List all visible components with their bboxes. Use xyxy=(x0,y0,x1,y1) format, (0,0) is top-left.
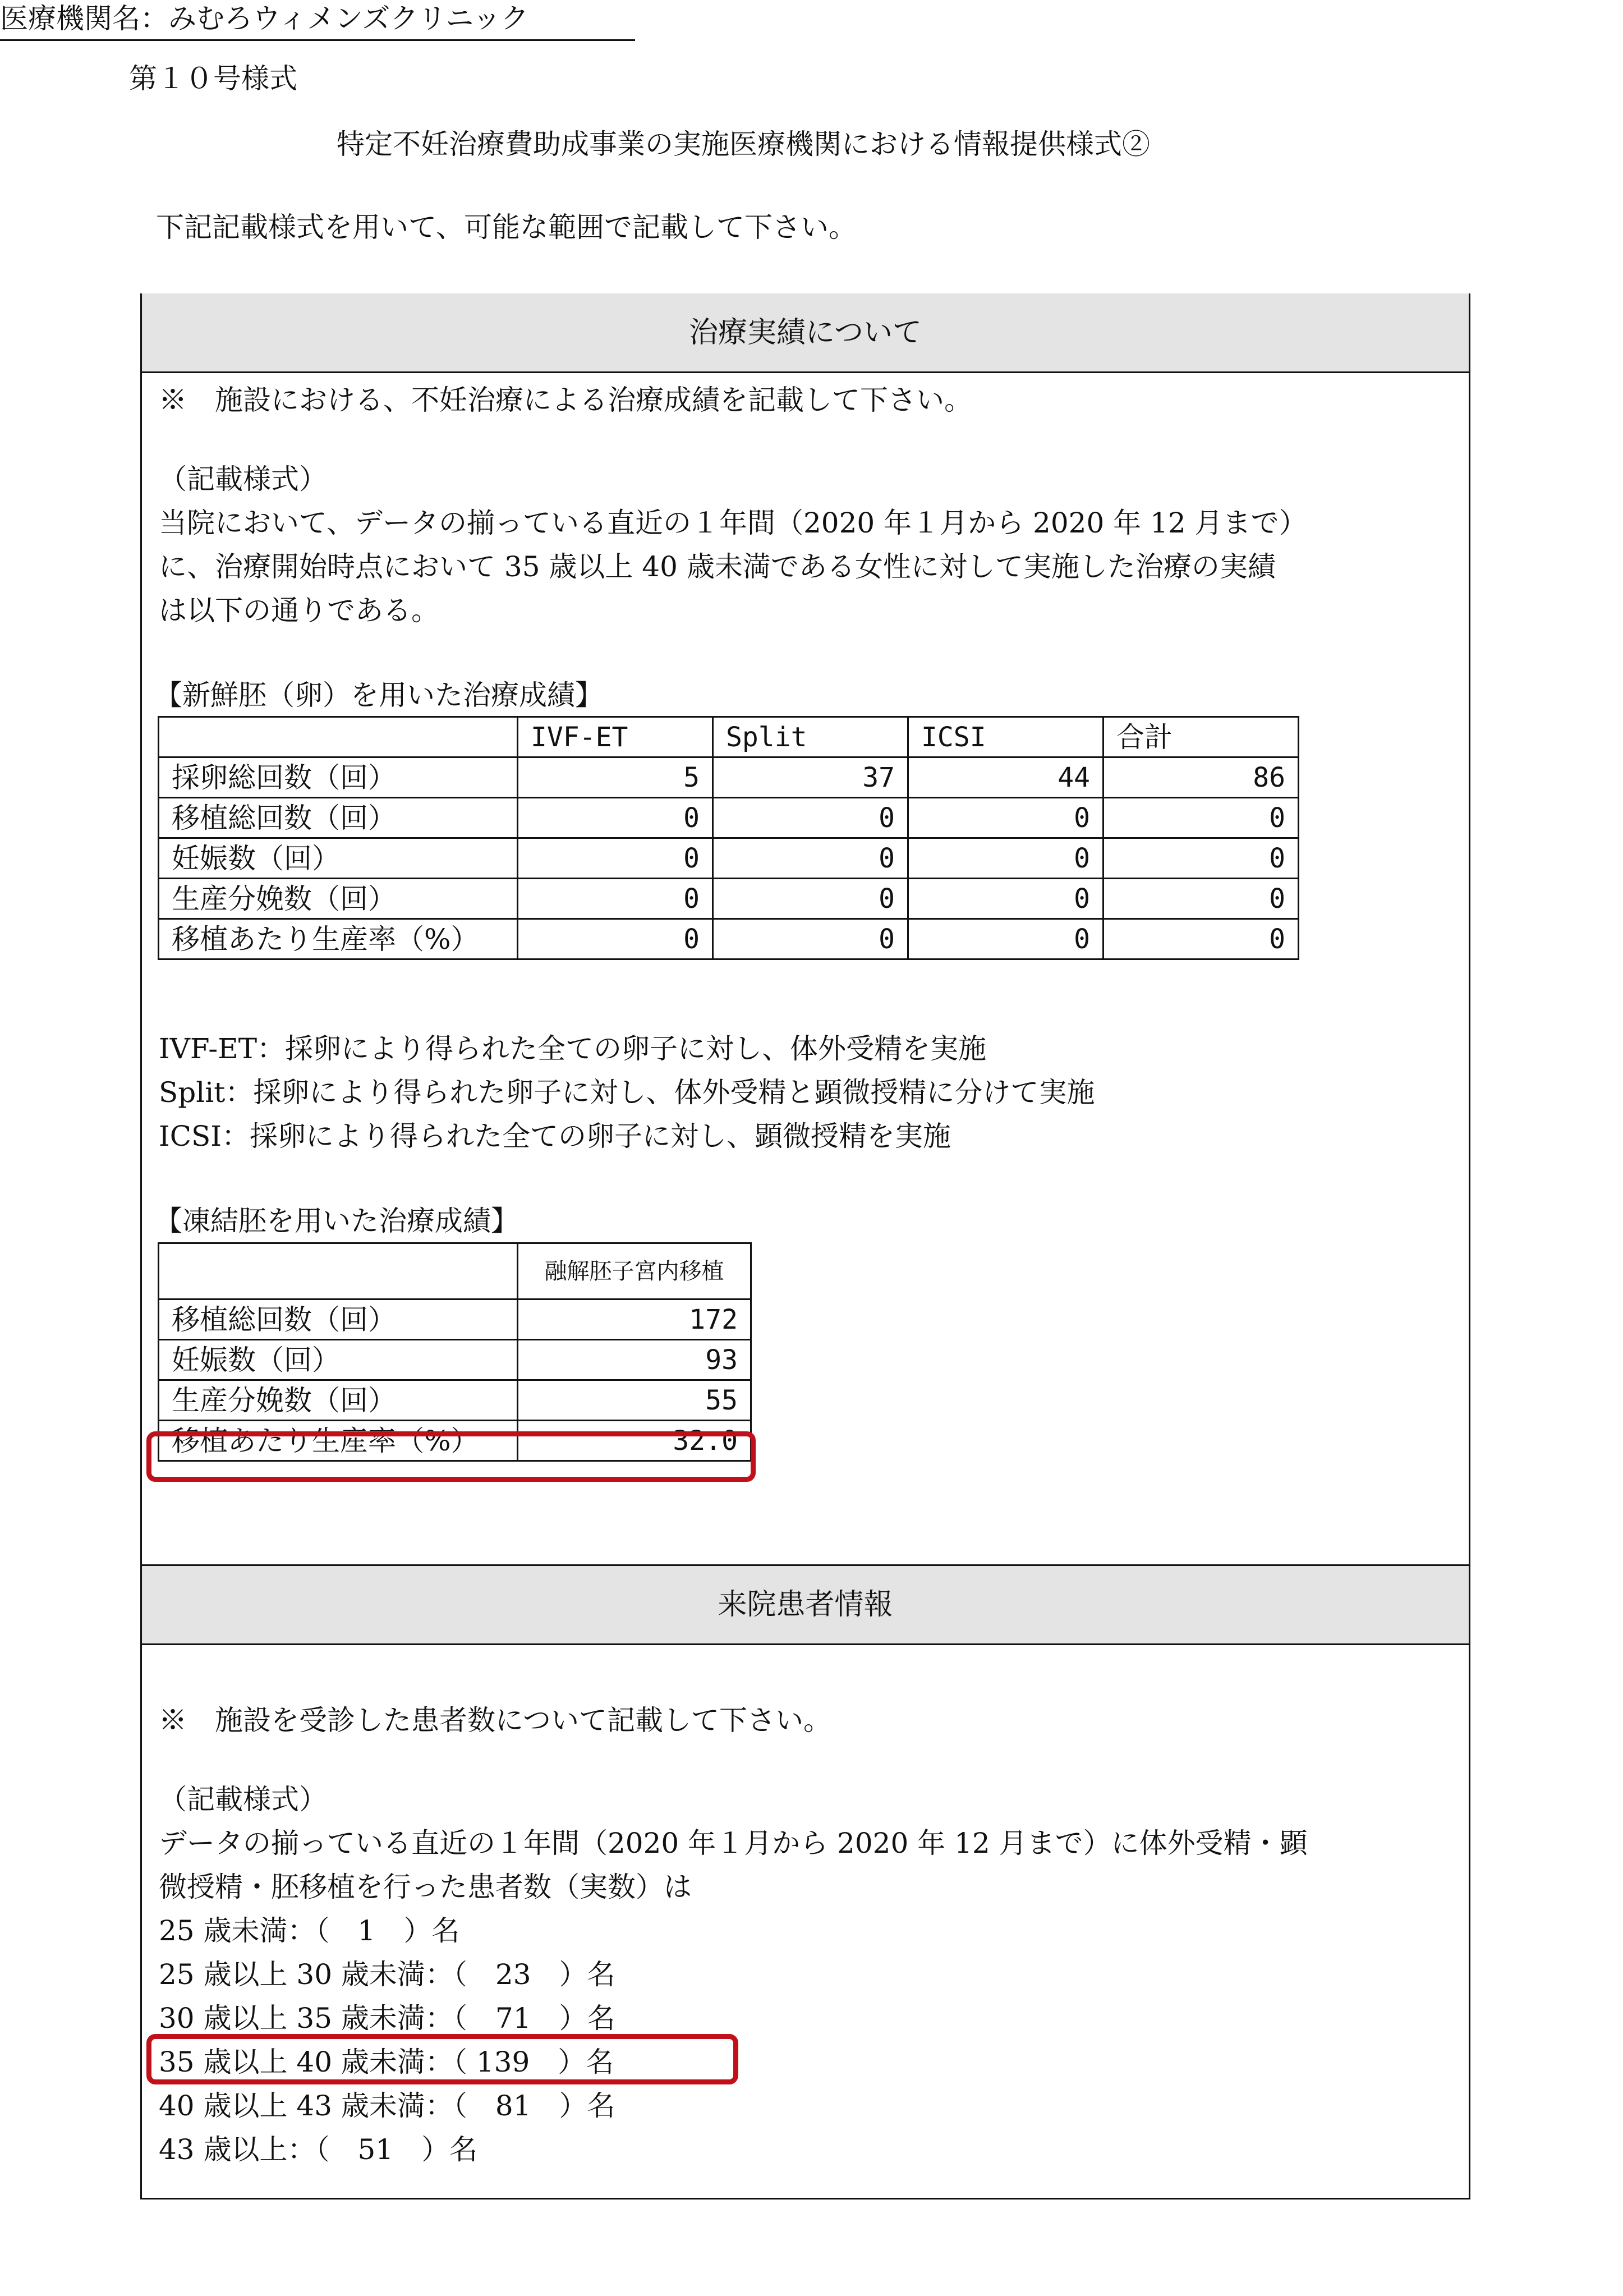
definition-ivf-et: IVF-ET：採卵により得られた全ての卵子に対し、体外受精を実施 xyxy=(159,1032,987,1065)
col-header-ivf-et: IVF-ET xyxy=(518,717,713,757)
table-row xyxy=(159,1380,751,1421)
definition-icsi: ICSI：採卵により得られた全ての卵子に対し、顕微授精を実施 xyxy=(159,1120,951,1152)
patients-description-line-1: データの揃っている直近の１年間（2020 年１月から 2020 年 12 月まで）に体外受精・顕 xyxy=(159,1827,1308,1859)
table-cell: 0 xyxy=(713,798,908,838)
patients-note: ※ 施設を受診した患者数について記載して下さい。 xyxy=(159,1704,831,1737)
table-row xyxy=(159,798,1299,838)
age-group-43-plus: 43 歳以上：（ 51 ）名 xyxy=(159,2133,478,2166)
row-label: 移植総回数（回） xyxy=(159,798,518,838)
table-cell: 37 xyxy=(713,757,908,798)
definition-split: Split：採卵により得られた卵子に対し、体外受精と顕微授精に分けて実施 xyxy=(159,1076,1095,1109)
table-cell: 0 xyxy=(518,838,713,879)
table-cell: 0 xyxy=(1104,798,1299,838)
results-description-line-3: は以下の通りである。 xyxy=(159,594,439,627)
form-number: 第１０号様式 xyxy=(129,62,297,95)
row-label: 移植あたり生産率（%） xyxy=(159,919,518,959)
row-label: 移植総回数（回） xyxy=(159,1299,518,1340)
table-cell: 44 xyxy=(908,757,1104,798)
col-header-split: Split xyxy=(713,717,908,757)
age-group-25-30: 25 歳以上 30 歳未満：（ 23 ）名 xyxy=(159,1958,615,1991)
table-cell: 0 xyxy=(1104,879,1299,919)
table-cell: 0 xyxy=(518,798,713,838)
col-header-thawed-transfer: 融解胚子宮内移植 xyxy=(518,1243,751,1299)
frozen-table-corner xyxy=(159,1243,518,1299)
table-cell: 0 xyxy=(713,838,908,879)
age-group-35-40: 35 歳以上 40 歳未満：（ 139 ）名 xyxy=(159,2046,614,2078)
table-row xyxy=(159,1299,751,1340)
table-cell: 93 xyxy=(518,1340,751,1380)
table-cell: 0 xyxy=(713,879,908,919)
row-label: 妊娠数（回） xyxy=(159,838,518,879)
table-row xyxy=(159,757,1299,798)
table-cell: 0 xyxy=(1104,838,1299,879)
clinic-name-line xyxy=(0,0,635,41)
frozen-embryo-table xyxy=(158,1242,752,1462)
table-row xyxy=(159,1340,751,1380)
col-header-icsi: ICSI xyxy=(908,717,1104,757)
row-label: 移植あたり生産率（%） xyxy=(159,1421,518,1461)
highlight-birth-rate xyxy=(146,1431,756,1482)
section-header-patients xyxy=(142,1564,1469,1645)
table-cell: 0 xyxy=(908,879,1104,919)
age-group-under-25: 25 歳未満：（ 1 ）名 xyxy=(159,1914,460,1947)
fresh-table-corner xyxy=(159,717,518,757)
fresh-embryo-title: 【新鮮胚（卵）を用いた治療成績】 xyxy=(154,679,603,711)
results-format-label: （記載様式） xyxy=(159,463,327,495)
section-header-results xyxy=(142,293,1469,373)
highlight-age-35-40 xyxy=(146,2034,738,2084)
table-cell: 0 xyxy=(1104,919,1299,959)
table-row xyxy=(159,838,1299,879)
instruction-text: 下記記載様式を用いて、可能な範囲で記載して下さい。 xyxy=(156,211,857,244)
table-cell: 0 xyxy=(908,838,1104,879)
table-cell: 0 xyxy=(908,919,1104,959)
row-label: 生産分娩数（回） xyxy=(159,879,518,919)
table-cell: 0 xyxy=(713,919,908,959)
table-row xyxy=(159,879,1299,919)
table-cell: 0 xyxy=(518,919,713,959)
frozen-table-header-row xyxy=(159,1243,751,1299)
table-cell: 172 xyxy=(518,1299,751,1340)
table-cell: 0 xyxy=(908,798,1104,838)
table-cell: 5 xyxy=(518,757,713,798)
table-cell: 0 xyxy=(518,879,713,919)
row-label: 生産分娩数（回） xyxy=(159,1380,518,1421)
col-header-total: 合計 xyxy=(1104,717,1299,757)
form-box xyxy=(140,293,1470,2199)
table-cell: 32.0 xyxy=(518,1421,751,1461)
age-group-30-35: 30 歳以上 35 歳未満：（ 71 ）名 xyxy=(159,2002,615,2035)
table-row xyxy=(159,919,1299,959)
table-cell: 86 xyxy=(1104,757,1299,798)
fresh-embryo-table xyxy=(158,716,1299,960)
patients-format-label: （記載様式） xyxy=(159,1783,327,1816)
row-label: 妊娠数（回） xyxy=(159,1340,518,1380)
row-label: 採卵総回数（回） xyxy=(159,757,518,798)
results-note: ※ 施設における、不妊治療による治療成績を記載して下さい。 xyxy=(159,384,972,416)
age-group-40-43: 40 歳以上 43 歳未満：（ 81 ）名 xyxy=(159,2090,615,2122)
fresh-table-header-row xyxy=(159,717,1299,757)
results-description-line-2: に、治療開始時点において 35 歳以上 40 歳未満である女性に対して実施した治療の実績 xyxy=(159,550,1276,583)
patients-description-line-2: 微授精・胚移植を行った患者数（実数）は xyxy=(159,1871,692,1903)
section-header-patients-label: 来院患者情報 xyxy=(718,1588,893,1622)
clinic-name: 医療機関名：みむろウィメンズクリニック xyxy=(0,2,529,35)
table-cell: 55 xyxy=(518,1380,751,1421)
document-title: 特定不妊治療費助成事業の実施医療機関における情報提供様式② xyxy=(337,128,1150,160)
frozen-embryo-title: 【凍結胚を用いた治療成績】 xyxy=(154,1205,519,1237)
section-header-results-label: 治療実績について xyxy=(689,315,922,350)
results-description-line-1: 当院において、データの揃っている直近の１年間（2020 年１月から 2020 年 12 月まで） xyxy=(159,507,1307,539)
